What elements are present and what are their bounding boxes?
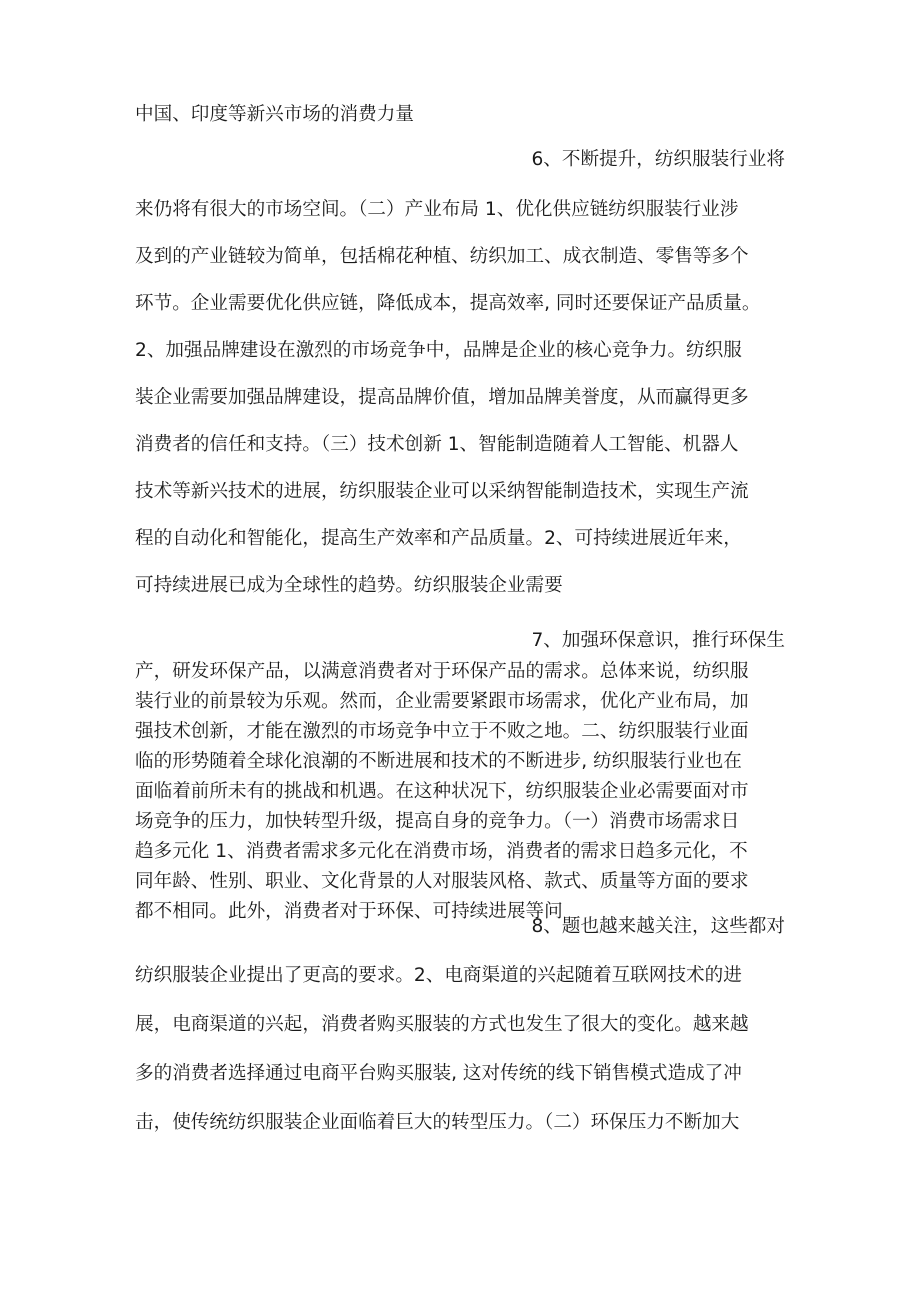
text-line: 来仍将有很大的市场空间。（二）产业布局 1、优化供应链纺织服装行业涉	[135, 199, 739, 220]
text-line: 多的消费者选择通过电商平台购买服装, 这对传统的线下销售模式造成了冲	[135, 1063, 742, 1084]
text-line: 程的自动化和智能化，提高生产效率和产品质量。2、可持续进展近年来，	[135, 528, 742, 549]
text-line: 展，电商渠道的兴起，消费者购买服装的方式也发生了很大的变化。越来越	[135, 1014, 749, 1035]
text-line: 面临着前所未有的挑战和机遇。在这种状况下，纺织服装企业必需要面对市	[135, 781, 749, 802]
text-line: 临的形势随着全球化浪潮的不断进展和技术的不断进步, 纺织服装行业也在	[135, 751, 742, 772]
text-line: 产，研发环保产品，以满意消费者对于环保产品的需求。总体来说，纺织服	[135, 661, 749, 682]
text-line: 场竞争的压力，加快转型升级，提高自身的竞争力。（一）消费市场需求日	[135, 811, 740, 832]
text-line: 纺织服装企业提出了更高的要求。2、电商渠道的兴起随着互联网技术的进	[135, 965, 742, 986]
text-line: 装行业的前景较为乐观。然而，企业需要紧跟市场需求，优化产业布局，加	[135, 691, 749, 712]
text-line: 趋多元化 1、消费者需求多元化在消费市场，消费者的需求日趋多元化，不	[135, 841, 748, 862]
text-line: 都不相同。此外，消费者对于环保、可持续进展等问	[135, 901, 563, 922]
text-line-numbered-8: 8、题也越来越关注，这些都对	[531, 916, 785, 937]
text-line-numbered-7: 7、加强环保意识，推行环保生	[531, 630, 785, 651]
text-line: 强技术创新，才能在激烈的市场竞争中立于不败之地。二、纺织服装行业面	[135, 721, 749, 742]
text-line: 可持续进展已成为全球性的趋势。纺织服装企业需要	[135, 575, 563, 596]
text-line: 击，使传统纺织服装企业面临着巨大的转型压力。（二）环保压力不断加大	[135, 1112, 740, 1133]
text-line: 同年龄、性别、职业、文化背景的人对服装风格、款式、质量等方面的要求	[135, 871, 749, 892]
text-line-numbered-6: 6、不断提升，纺织服装行业将	[531, 149, 785, 170]
text-line: 装企业需要加强品牌建设，提高品牌价值，增加品牌美誉度，从而赢得更多	[135, 387, 749, 408]
text-line: 2、加强品牌建设在激烈的市场竞争中，品牌是企业的核心竞争力。纺织服	[135, 340, 742, 361]
text-line: 消费者的信任和支持。（三）技术创新 1、智能制造随着人工智能、机器人	[135, 434, 739, 455]
text-line: 及到的产业链较为简单，包括棉花种植、纺织加工、成衣制造、零售等多个	[135, 246, 749, 267]
text-line: 技术等新兴技术的进展，纺织服装企业可以采纳智能制造技术，实现生产流	[135, 481, 749, 502]
text-line: 环节。企业需要优化供应链，降低成本，提高效率, 同时还要保证产品质量。	[135, 293, 761, 314]
text-line: 中国、印度等新兴市场的消费力量	[135, 104, 414, 125]
